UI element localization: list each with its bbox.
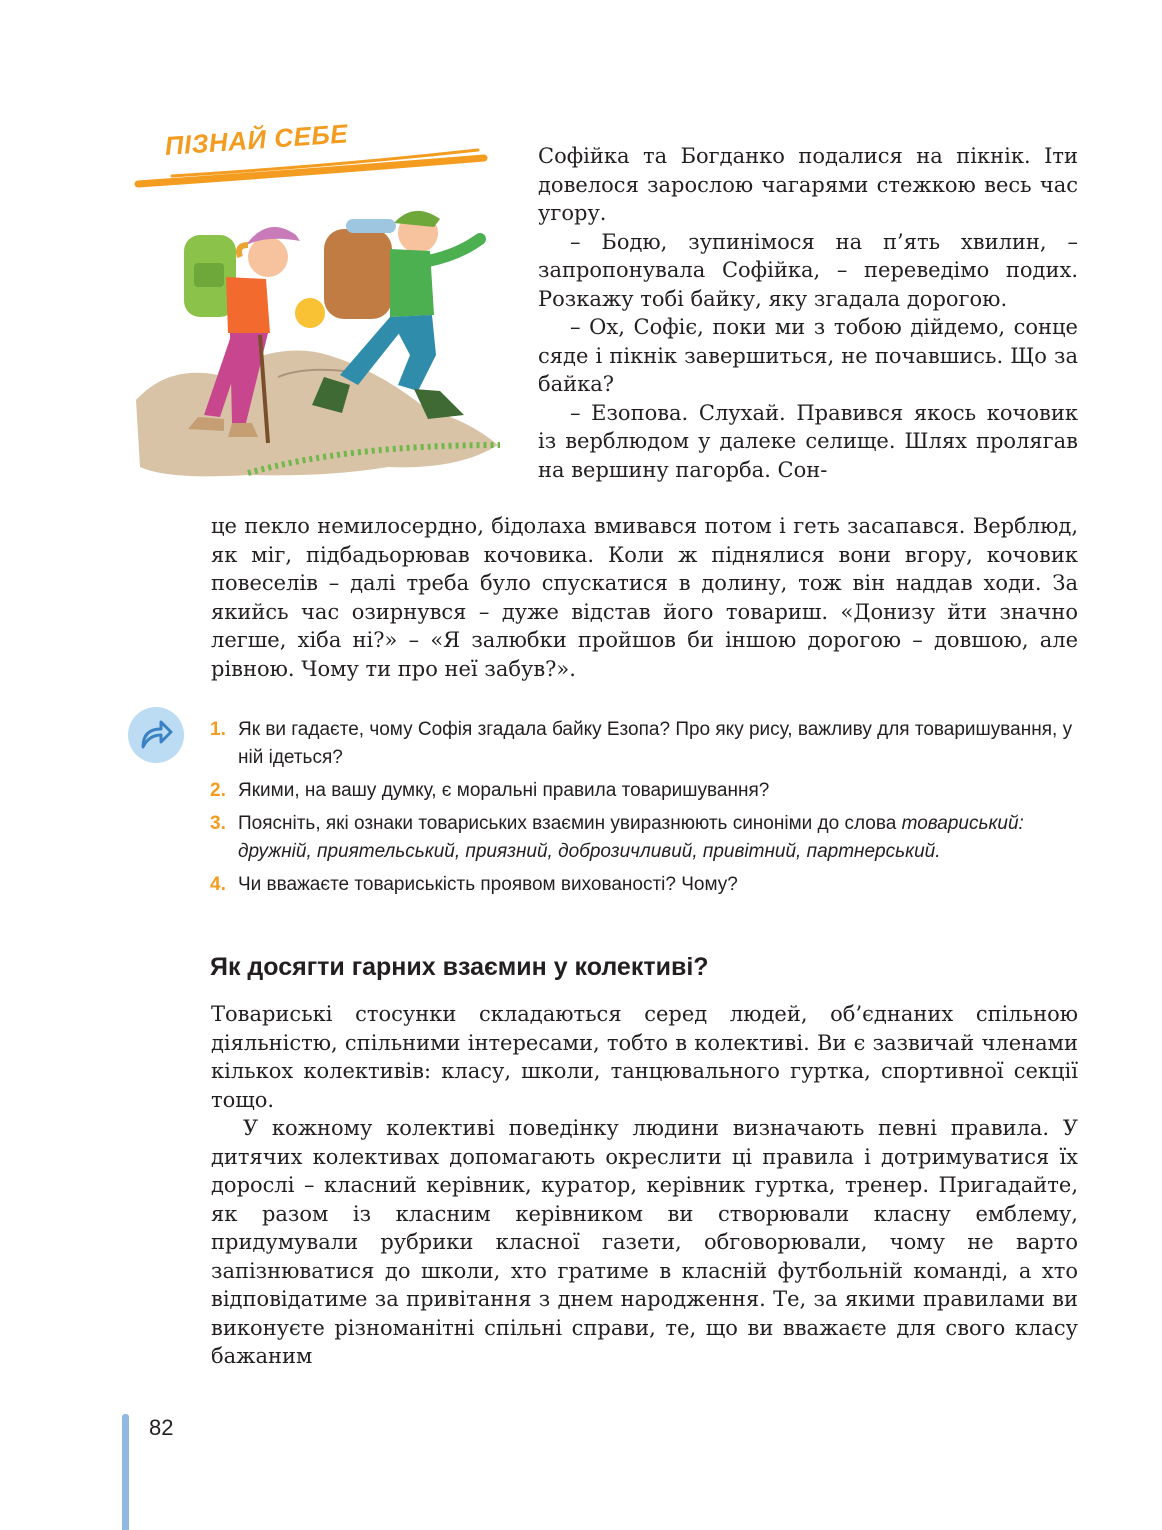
page-number: 82 bbox=[149, 1415, 174, 1440]
question-text: Якими, на вашу думку, є моральні правила товаришування? bbox=[238, 780, 770, 801]
section-badge bbox=[132, 118, 492, 198]
section-heading: Як досягти гарних взаємин у колективі? bbox=[210, 953, 709, 981]
story-paragraph: – Ох, Софіє, поки ми з тобою дійдемо, сонце сяде і пікнік завершиться, не почавшись. Що за байка? bbox=[538, 315, 1078, 396]
body-paragraph: Товариські стосунки складаються серед людей, об’єднаних спільною діяльністю, спільними інтересами, тобто в колективі. Ви є зазвичай членами кількох колективів: класу, школи, танцювального гуртка, спортивної секції тощо. bbox=[211, 1002, 1078, 1112]
page-margin-bar bbox=[122, 1414, 129, 1530]
question-text: Чи вважаєте товариськість проявом вихованості? Чому? bbox=[238, 874, 738, 895]
question-number: 1. bbox=[210, 719, 226, 740]
question-item bbox=[210, 777, 1080, 805]
question-list bbox=[210, 716, 1080, 904]
hikers-illustration bbox=[128, 205, 508, 495]
question-item bbox=[210, 871, 1080, 899]
story-text-right bbox=[538, 142, 1078, 484]
question-number: 4. bbox=[210, 874, 226, 895]
badge-label: ПІЗНАЙ СЕБЕ bbox=[163, 118, 349, 162]
share-arrow-icon bbox=[128, 707, 184, 763]
story-paragraph: – Бодю, зупинімося на п’ять хвилин, – запропонувала Софійка, – переведімо подих. Розкажу тобі байку, яку згадала дорогою. bbox=[538, 229, 1078, 311]
question-text: Як ви гадаєте, чому Софія згадала байку Езопа? Про яку рису, важливу для товаришування, у ній ідеться? bbox=[238, 719, 1073, 768]
question-item bbox=[210, 716, 1080, 772]
question-text: Поясніть, які ознаки товариських взаємин увиразнюють синоніми до слова bbox=[238, 813, 897, 834]
story-paragraph: Софійка та Богданко подалися на пікнік. Іти довелося зарослою чагарями стежкою весь час угору. bbox=[538, 144, 1078, 225]
question-item bbox=[210, 810, 1080, 866]
story-text-continued bbox=[211, 512, 1078, 683]
story-paragraph: це пекло немилосердно, бідолаха вмивався потом і геть засапався. Верблюд, як міг, підбадьорював кочовика. Коли ж піднялися вони вгору, кочовик повеселів – далі треба було спускатися в долину, тож він наддав ходи. За якийсь час озирнувся – дуже відстав його товариш. «Донизу йти значно легше, хіба ні?» – «Я залюбки пройшов би іншою дорогою – довшою, але рівною. Чому ти про неї забув?». bbox=[211, 514, 1078, 681]
question-number: 3. bbox=[210, 813, 226, 834]
question-synonyms: товариський: дружній, приятельський, приязний, доброзичливий, привітний, партнерський. bbox=[238, 813, 1024, 862]
story-paragraph: – Езопова. Слухай. Правився якось кочовик із верблюдом у далеке селище. Шлях пролягав на вершину пагорба. Сон- bbox=[538, 400, 1078, 482]
body-text bbox=[211, 1000, 1078, 1371]
question-number: 2. bbox=[210, 780, 226, 801]
body-paragraph: У кожному колективі поведінку людини визначають певні правила. У дитячих колективах допомагають окреслити ці правила і дотримуватися їх дорослі – класний керівник, куратор, керівник гуртка, тренер. Пригадайте, як разом із класним керівником ви створювали класну емблему, придумували рубрики класної газети, обговорювали, чому не варто запізнюватися до школи, хто гратиме в класній футбольній команді, а хто відповідатиме за привітання з днем народження. Те, за якими правилами ви виконуєте різноманітні спільні справи, те, що ви вважаєте для свого класу бажаним bbox=[211, 1116, 1078, 1368]
